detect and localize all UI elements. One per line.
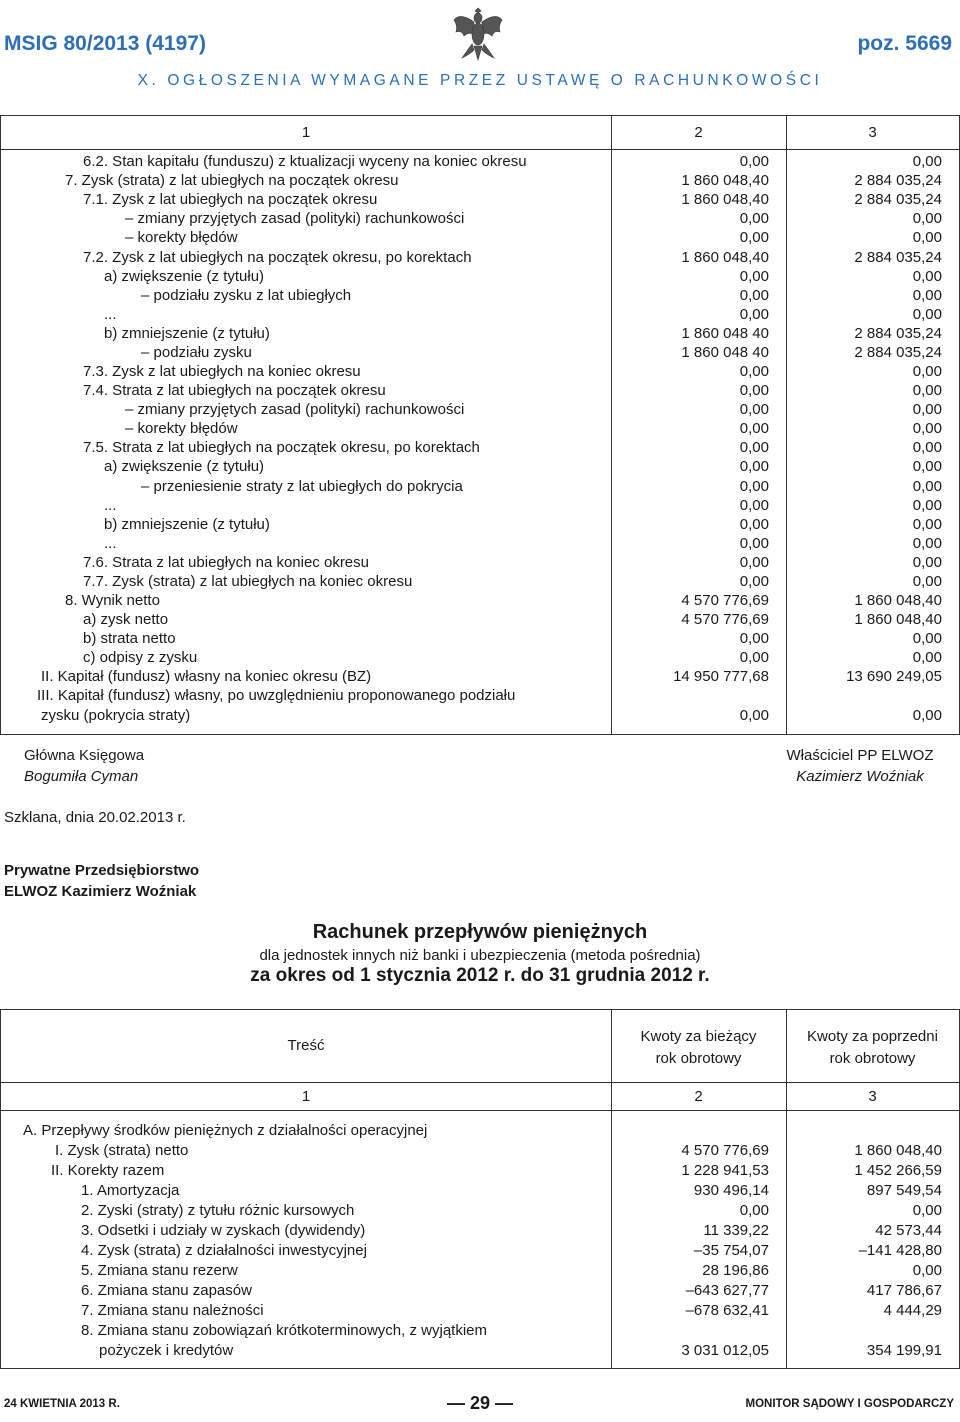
table-row: 6.2. Stan kapitału (funduszu) z ktualizacji wyceny na koniec okresu 0,00 0,00 bbox=[83, 153, 942, 170]
table-row: 7.1. Zysk z lat ubiegłych na początek okresu 1 860 048,40 2 884 035,24 bbox=[83, 191, 942, 208]
header-divider bbox=[1, 149, 959, 150]
header-divider bbox=[1, 1110, 959, 1111]
table-row: 7.4. Strata z lat ubiegłych na początek okresu 0,00 0,00 bbox=[83, 382, 942, 399]
table-row: 7. Zmiana stanu należności –678 632,41 4 444,29 bbox=[81, 1302, 942, 1319]
table-row: 5. Zmiana stanu rezerw 28 196,86 0,00 bbox=[81, 1262, 942, 1279]
table-row: – zmiany przyjętych zasad (polityki) rachunkowości 0,00 0,00 bbox=[125, 210, 942, 227]
column-number: 2 bbox=[694, 1088, 703, 1105]
table-row: a) zwiększenie (z tytułu) 0,00 0,00 bbox=[104, 268, 942, 285]
table-row: 2. Zyski (straty) z tytułu różnic kursowych 0,00 0,00 bbox=[81, 1202, 942, 1219]
header-previous-line-1: Kwoty za poprzedni bbox=[807, 1028, 938, 1045]
table-row: 7.2. Zysk z lat ubiegłych na początek okresu, po korektach 1 860 048,40 2 884 035,24 bbox=[83, 249, 942, 266]
table-row: III. Kapitał (fundusz) własny, po uwzględnieniu proponowanego podziału bbox=[37, 687, 516, 704]
table-row: b) zmniejszenie (z tytułu) 1 860 048 40 2 884 035,24 bbox=[104, 325, 942, 342]
table-row: 1. Amortyzacja 930 496,14 897 549,54 bbox=[81, 1182, 942, 1199]
signature-right bbox=[760, 745, 960, 787]
table-row: a) zysk netto 4 570 776,69 1 860 048,40 bbox=[83, 611, 942, 628]
table-row: – przeniesienie straty z lat ubiegłych do pokrycia 0,00 0,00 bbox=[141, 478, 942, 495]
footer-date: 24 KWIETNIA 2013 R. bbox=[4, 1398, 120, 1410]
header-current-line-1: Kwoty za bieżący bbox=[640, 1028, 757, 1045]
signature-left-name: Bogumiła Cyman bbox=[24, 768, 139, 785]
table-row: – zmiany przyjętych zasad (polityki) rachunkowości 0,00 0,00 bbox=[125, 401, 942, 418]
table-row: zysku (pokrycia straty) 0,00 0,00 bbox=[41, 707, 942, 724]
footer-publisher: MONITOR SĄDOWY I GOSPODARCZY bbox=[745, 1398, 954, 1410]
page-number: — 29 — bbox=[446, 1393, 514, 1413]
column-number: 3 bbox=[868, 1088, 877, 1105]
signature-right-name: Kazimierz Woźniak bbox=[796, 768, 924, 785]
report-title: Rachunek przepływów pieniężnych bbox=[312, 921, 648, 943]
signature-left-title: Główna Księgowa bbox=[24, 747, 145, 764]
table-row: 8. Wynik netto 4 570 776,69 1 860 048,40 bbox=[65, 592, 942, 609]
report-subtitle: dla jednostek innych niż banki i ubezpieczenia (metoda pośrednia) bbox=[259, 947, 701, 964]
position-number: poz. 5669 bbox=[857, 32, 952, 55]
eagle-emblem-icon bbox=[452, 4, 504, 62]
place-date: Szklana, dnia 20.02.2013 r. bbox=[4, 809, 186, 826]
table-row: 6. Zmiana stanu zapasów –643 627,77 417 786,67 bbox=[81, 1282, 942, 1299]
table-row: ... 0,00 0,00 bbox=[104, 306, 942, 323]
table-row: b) zmniejszenie (z tytułu) 0,00 0,00 bbox=[104, 516, 942, 533]
header-divider bbox=[1, 1082, 959, 1083]
table-row: 7.6. Strata z lat ubiegłych na koniec okresu 0,00 0,00 bbox=[83, 554, 942, 571]
table-row: 8. Zmiana stanu zobowiązań krótkoterminowych, z wyjątkiem bbox=[81, 1322, 487, 1339]
table-row: – podziału zysku 1 860 048 40 2 884 035,24 bbox=[141, 344, 942, 361]
table-row: – podziału zysku z lat ubiegłych 0,00 0,00 bbox=[141, 287, 942, 304]
table-row: I. Zysk (strata) netto 4 570 776,69 1 860 048,40 bbox=[55, 1142, 942, 1159]
signature-left bbox=[24, 745, 144, 787]
table-row: a) zwiększenie (z tytułu) 0,00 0,00 bbox=[104, 458, 942, 475]
table-row: c) odpisy z zysku 0,00 0,00 bbox=[83, 649, 942, 666]
table-row: 7.5. Strata z lat ubiegłych na początek okresu, po korektach 0,00 0,00 bbox=[83, 439, 942, 456]
company-name bbox=[4, 860, 199, 902]
signature-right-title: Właściciel PP ELWOZ bbox=[786, 747, 934, 764]
column-number: 2 bbox=[694, 124, 703, 141]
table-row: II. Kapitał (fundusz) własny na koniec okresu (BZ) 14 950 777,68 13 690 249,05 bbox=[41, 668, 942, 685]
table-row: – korekty błędów 0,00 0,00 bbox=[125, 420, 942, 437]
company-line-2: ELWOZ Kazimierz Woźniak bbox=[4, 883, 197, 900]
table-row: b) strata netto 0,00 0,00 bbox=[83, 630, 942, 647]
company-line-1: Prywatne Przedsiębiorstwo bbox=[4, 862, 200, 879]
header-previous-year bbox=[786, 1026, 959, 1070]
table-row: 7.7. Zysk (strata) z lat ubiegłych na koniec okresu 0,00 0,00 bbox=[83, 573, 942, 590]
column-number: 1 bbox=[301, 124, 311, 141]
table-row: 4. Zysk (strata) z działalności inwestycyjnej –35 754,07 –141 428,80 bbox=[81, 1242, 942, 1259]
cash-flow-table bbox=[0, 1009, 960, 1369]
header-current-year bbox=[611, 1026, 786, 1070]
table-row: – korekty błędów 0,00 0,00 bbox=[125, 229, 942, 246]
table-row: 7.3. Zysk z lat ubiegłych na koniec okresu 0,00 0,00 bbox=[83, 363, 942, 380]
table-row: 7. Zysk (strata) z lat ubiegłych na początek okresu 1 860 048,40 2 884 035,24 bbox=[65, 172, 942, 189]
table-row: ... 0,00 0,00 bbox=[104, 535, 942, 552]
equity-changes-table bbox=[0, 115, 960, 735]
table-row: ... 0,00 0,00 bbox=[104, 497, 942, 514]
table-row: A. Przepływy środków pieniężnych z działalności operacyjnej bbox=[23, 1122, 428, 1139]
header-previous-line-2: rok obrotowy bbox=[829, 1050, 916, 1067]
table-row: pożyczek i kredytów 3 031 012,05 354 199,91 bbox=[99, 1342, 942, 1359]
journal-title: MSIG 80/2013 (4197) bbox=[4, 32, 206, 55]
section-title: X. OGŁOSZENIA WYMAGANE PRZEZ USTAWĘ O RACHUNKOWOŚCI bbox=[137, 72, 823, 89]
header-current-line-2: rok obrotowy bbox=[655, 1050, 742, 1067]
report-period: za okres od 1 stycznia 2012 r. do 31 grudnia 2012 r. bbox=[250, 965, 710, 986]
column-number: 1 bbox=[301, 1088, 311, 1105]
header-content: Treść bbox=[287, 1037, 325, 1054]
table-row: II. Korekty razem 1 228 941,53 1 452 266,59 bbox=[51, 1162, 942, 1179]
table-row: 3. Odsetki i udziały w zyskach (dywidendy) 11 339,22 42 573,44 bbox=[81, 1222, 942, 1239]
column-number: 3 bbox=[868, 124, 877, 141]
